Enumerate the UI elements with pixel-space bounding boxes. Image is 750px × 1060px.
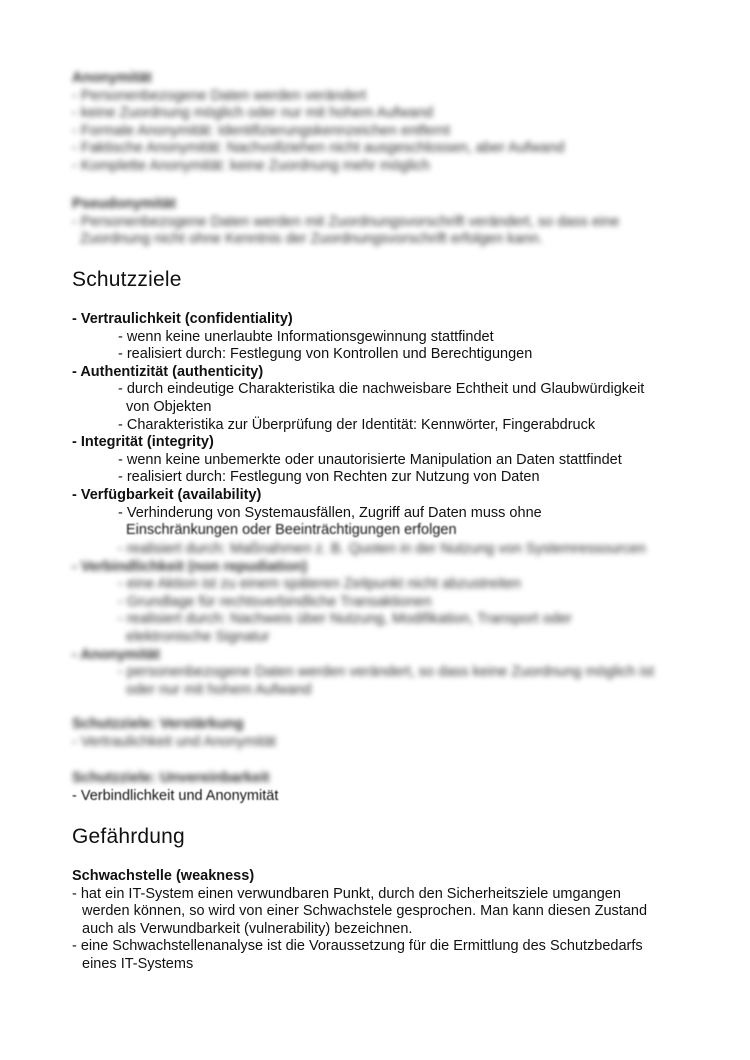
- pseudonymity-section-blurred: [72, 196, 682, 249]
- list-item: - Charakteristika zur Überprüfung der Identität: Kennwörter, Fingerabdruck: [118, 416, 596, 433]
- goal-vertraulichkeit: - Vertraulichkeit (confidentiality): [72, 311, 293, 327]
- list-item: eines IT-Systems: [82, 955, 194, 972]
- list-item: - realisiert durch: Festlegung von Rechten zur Nutzung von Daten: [118, 469, 540, 486]
- list-item: elektronische Signatur: [126, 628, 270, 645]
- section-title-schutzziele: Schutzziele: [72, 268, 182, 291]
- list-item: - Komplette Anonymität: keine Zuordnung mehr möglich: [72, 157, 430, 174]
- verstaerkung-blurred: [72, 716, 682, 751]
- schwachstelle-heading: Schwachstelle (weakness): [72, 868, 255, 884]
- list-item: - realisiert durch: Nachweis über Nutzung, Modifikation, Transport oder: [118, 611, 572, 628]
- list-item: - wenn keine unbemerkte oder unautorisierte Manipulation an Daten stattfindet: [118, 451, 622, 468]
- section-title-gefaehrdung: Gefährdung: [72, 825, 185, 848]
- list-item: - eine Schwachstellenanalyse ist die Voraussetzung für die Ermittlung des Schutzbedarfs: [72, 938, 643, 955]
- list-item: Einschränkungen oder Beeinträchtigungen erfolgen: [126, 522, 457, 539]
- list-item: - Faktische Anonymität: Nachvollziehen nicht ausgeschlossen, aber Aufwand: [72, 140, 565, 157]
- list-item: - Vertraulichkeit und Anonymität: [72, 733, 276, 750]
- pseudonymity-heading: Pseudonymität: [72, 196, 176, 212]
- goal-verfuegbarkeit: - Verfügbarkeit (availability): [72, 486, 262, 503]
- unvereinbarkeit-block: [72, 770, 682, 805]
- list-item: von Objekten: [126, 398, 212, 415]
- list-item: werden können, so wird von einer Schwachstele gesprochen. Man kann diesen Zustand: [82, 903, 648, 920]
- list-item: auch als Verwundbarkeit (vulnerability) bezeichnen.: [82, 920, 413, 937]
- goal-verbindlichkeit: - Verbindlichkeit (non repudiation): [72, 558, 308, 575]
- list-item: - Grundlage für rechtsverbindliche Transaktionen: [118, 593, 432, 610]
- list-item: - personenbezogene Daten werden verändert, so dass keine Zuordnung möglich ist: [118, 664, 655, 681]
- list-item: - Formale Anonymität: Identifizierungskennzeichen entfernt: [72, 122, 451, 139]
- list-item: - Verbindlichkeit und Anonymität: [72, 787, 279, 804]
- list-item: - Personenbezogene Daten werden mit Zuordnungsvorschrift verändert, so dass eine: [72, 213, 620, 230]
- list-item: - realisiert durch: Festlegung von Kontrollen und Berechtigungen: [118, 346, 533, 363]
- anonymity-section-blurred: [72, 70, 682, 176]
- list-item: - eine Aktion ist zu einem späteren Zeitpunkt nicht abzustreiten: [118, 576, 521, 593]
- goal-integritaet: - Integrität (integrity): [72, 434, 214, 451]
- list-item: Zuordnung nicht ohne Kenntnis der Zuordnungsvorschrift erfolgen kann.: [80, 231, 543, 248]
- verstaerkung-heading: Schutzziele: Verstärkung: [72, 716, 244, 732]
- anonymity-heading: Anonymität: [72, 70, 152, 86]
- list-item: - durch eindeutige Charakteristika die nachweisbare Echtheit und Glaubwürdigkeit: [118, 381, 645, 398]
- list-item: - hat ein IT-System einen verwundbaren Punkt, durch den Sicherheitsziele umgangen: [72, 885, 621, 902]
- list-item: - Verhinderung von Systemausfällen, Zugriff auf Daten muss ohne: [118, 504, 542, 521]
- list-item: - wenn keine unerlaubte Informationsgewinnung stattfindet: [118, 328, 494, 345]
- list-item: - realisiert durch: Maßnahmen z. B. Quoten in der Nutzung von Systemressourcen: [118, 541, 646, 557]
- goal-anonymitaet: - Anonymität: [72, 646, 161, 663]
- list-item: oder nur mit hohem Aufwand: [126, 681, 312, 698]
- list-item: - keine Zuordnung möglich oder nur mit hohem Aufwand: [72, 105, 434, 122]
- unvereinbarkeit-heading: Schutzziele: Unvereinbarkeit: [72, 770, 270, 786]
- goal-authentizitaet: - Authentizität (authenticity): [72, 363, 264, 380]
- schutzziele-list: [72, 311, 682, 540]
- schutzziele-blurred-rest: [72, 541, 682, 699]
- gefaehrdung-list: [72, 868, 682, 974]
- list-item: - Personenbezogene Daten werden verändert: [72, 87, 367, 104]
